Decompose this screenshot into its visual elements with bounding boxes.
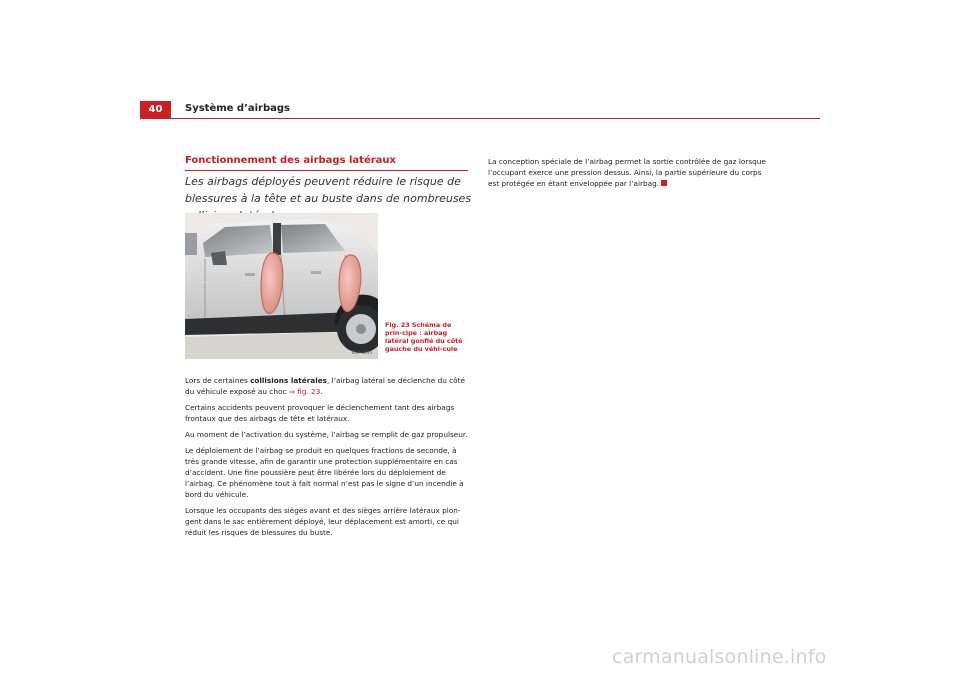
section-title: Fonctionnement des airbags latéraux	[185, 155, 468, 171]
figure-car-side-airbag	[185, 213, 378, 359]
car-illustration	[185, 213, 378, 359]
paragraph-2: Certains accidents peuvent provoquer le déclenchement tant des airbags frontaux que des airbags de tête et latéraux.	[185, 403, 455, 423]
paragraph-4: Le déploiement de l’airbag se produit en quelques fractions de seconde, à très grande vitesse, afin de garantir une protection supplémentaire en cas d’accident. Une fine poussière peut être libérée lors du déploiement de l’airbag. Ce phénomène tout à fait normal n’est pas le signe d’un incendie à bord du véhicule.	[185, 446, 464, 499]
watermark: carmanualsonline.info	[612, 646, 827, 668]
paragraph-3: Au moment de l’activation du système, l’airbag se remplit de gaz propulseur.	[185, 430, 468, 439]
end-of-section-mark	[661, 180, 667, 186]
section-lead: Les airbags déployés peuvent réduire le risque de blessures à la tête et au buste dans de nombreuses	[185, 175, 472, 205]
paragraph-5: Lorsque les occupants des sièges avant et des sièges arrière latéraux plon-gent dans le sac entièrement déployé, leur déplacement est amorti, ce qui réduit les risques de blessures du buste.	[185, 506, 461, 537]
figure-code: B5P-0495	[352, 350, 373, 355]
paragraph-1: Lors de certaines collisions latérales, l’airbag latéral se déclenche du côté du véhicule exposé au choc ⇒ fig. 23.	[185, 376, 465, 396]
body-column-left	[185, 375, 470, 543]
paragraph-right-1: La conception spéciale de l’airbag permet la sortie contrôlée de gaz lorsque l’occupant exerce une pression dessus. Ainsi, la partie supérieure du corps est protégée en étant enveloppée par l’airbag.	[488, 157, 766, 188]
bold-term: collisions latérales	[250, 376, 328, 385]
figure-link[interactable]: ⇒ fig. 23	[288, 387, 321, 396]
figure-caption: Fig. 23 Schéma de prin-cipe : airbag latéral gonflé du côté gauche du véhi-cule	[385, 321, 463, 353]
chapter-title: Système d’airbags	[185, 103, 290, 114]
page-number: 40	[140, 101, 171, 118]
body-column-right	[488, 156, 773, 189]
